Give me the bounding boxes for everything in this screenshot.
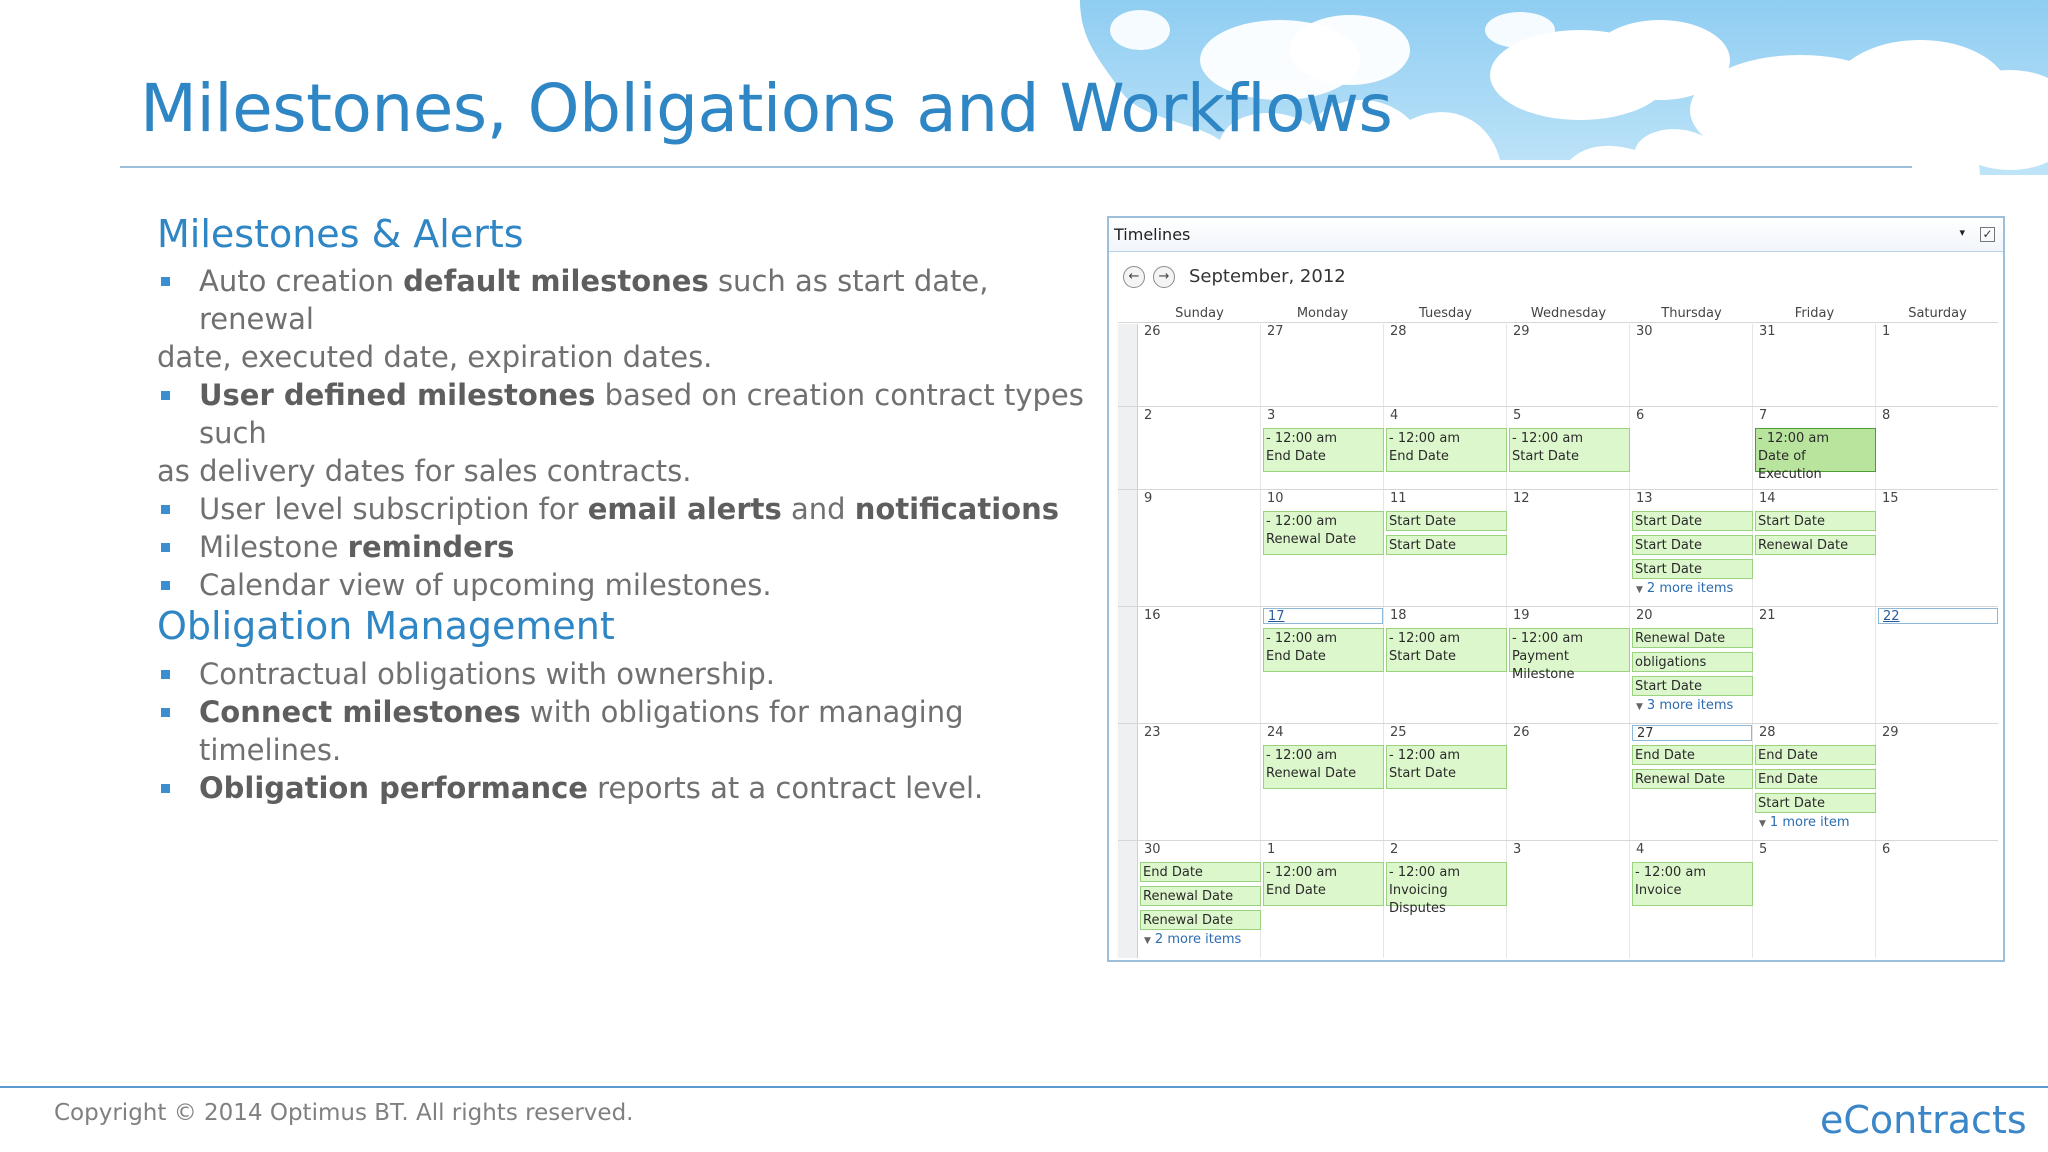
day-number[interactable]: 6 bbox=[1882, 842, 1891, 857]
calendar-event[interactable] bbox=[1386, 862, 1507, 916]
calendar-event[interactable] bbox=[1755, 535, 1876, 555]
week-row-divider bbox=[1118, 606, 1998, 607]
bullet-text-bold: default milestones bbox=[403, 264, 709, 298]
weekday-header: Tuesday bbox=[1419, 306, 1472, 321]
day-number[interactable]: 3 bbox=[1267, 408, 1276, 423]
bullet-item bbox=[157, 376, 1097, 452]
calendar-event[interactable] bbox=[1140, 910, 1261, 930]
event-text: Start Date bbox=[1389, 514, 1456, 529]
calendar-event[interactable] bbox=[1263, 862, 1384, 906]
bullet-text-bold: Obligation performance bbox=[199, 771, 588, 805]
calendar-panel-title: Timelines bbox=[1114, 225, 1191, 244]
event-text: Invoice bbox=[1635, 883, 1682, 898]
event-text: End Date bbox=[1143, 865, 1203, 880]
event-text: Renewal Date bbox=[1758, 538, 1849, 553]
day-number[interactable]: 10 bbox=[1267, 491, 1284, 506]
bullet-text-bold: notifications bbox=[854, 492, 1060, 526]
section-heading-milestones: Milestones & Alerts bbox=[157, 212, 524, 256]
calendar-event[interactable] bbox=[1755, 511, 1876, 531]
bullet-text: Auto creation bbox=[199, 264, 404, 298]
day-number[interactable]: 16 bbox=[1144, 608, 1161, 623]
day-number[interactable]: 29 bbox=[1513, 324, 1530, 339]
calendar-event[interactable] bbox=[1386, 628, 1507, 672]
day-number[interactable]: 30 bbox=[1144, 842, 1161, 857]
day-number[interactable]: 12 bbox=[1513, 491, 1530, 506]
more-items-link[interactable] bbox=[1636, 581, 1733, 596]
event-text: Renewal Date bbox=[1635, 772, 1726, 787]
calendar-event[interactable] bbox=[1509, 428, 1630, 472]
panel-menu-chevron-down-icon[interactable]: ▾ bbox=[1959, 226, 1965, 239]
bullet-text-bold: email alerts bbox=[587, 492, 782, 526]
calendar-event[interactable] bbox=[1632, 769, 1753, 789]
day-number[interactable]: 22 bbox=[1878, 608, 1998, 624]
event-text: Start Date bbox=[1635, 538, 1702, 553]
event-text: Invoicing bbox=[1389, 883, 1448, 898]
day-number[interactable]: 28 bbox=[1390, 324, 1407, 339]
day-number[interactable]: 15 bbox=[1882, 491, 1899, 506]
week-row-divider bbox=[1118, 489, 1998, 490]
event-text: Payment bbox=[1512, 649, 1569, 664]
event-text: Start Date bbox=[1758, 796, 1825, 811]
calendar-event[interactable] bbox=[1140, 862, 1261, 882]
day-number[interactable]: 29 bbox=[1882, 725, 1899, 740]
calendar-event[interactable] bbox=[1263, 628, 1384, 672]
prev-month-arrow-left-icon[interactable]: ← bbox=[1123, 266, 1145, 288]
event-text: - 12:00 am bbox=[1512, 631, 1584, 646]
more-items-link[interactable] bbox=[1759, 815, 1850, 830]
event-text: Start Date bbox=[1758, 514, 1825, 529]
weekday-header: Sunday bbox=[1175, 306, 1224, 321]
calendar-event[interactable] bbox=[1632, 745, 1753, 765]
event-text: Renewal Date bbox=[1143, 889, 1234, 904]
week-selector-strip bbox=[1118, 324, 1138, 958]
more-items-text: 3 more items bbox=[1646, 698, 1734, 713]
bullet-item bbox=[157, 528, 1097, 566]
bullet-square-icon bbox=[161, 784, 170, 793]
day-number[interactable]: 4 bbox=[1390, 408, 1399, 423]
bullet-continuation: as delivery dates for sales contracts. bbox=[157, 454, 692, 488]
event-text: - 12:00 am bbox=[1389, 865, 1461, 880]
event-text: End Date bbox=[1758, 748, 1818, 763]
more-items-link[interactable] bbox=[1636, 698, 1733, 713]
day-number[interactable]: 2 bbox=[1390, 842, 1399, 857]
calendar-event[interactable] bbox=[1386, 535, 1507, 555]
bullet-list-milestones bbox=[157, 262, 1097, 604]
day-number[interactable]: 2 bbox=[1144, 408, 1153, 423]
calendar-event[interactable] bbox=[1755, 745, 1876, 765]
day-number[interactable]: 14 bbox=[1759, 491, 1776, 506]
calendar-panel-header bbox=[1109, 218, 2003, 252]
bullet-text: Calendar view of upcoming milestones. bbox=[199, 568, 772, 602]
event-text: Date of bbox=[1758, 449, 1806, 464]
event-text: Execution bbox=[1758, 467, 1822, 482]
calendar-event[interactable] bbox=[1632, 652, 1753, 672]
event-text: - 12:00 am bbox=[1266, 431, 1338, 446]
day-number[interactable]: 27 bbox=[1267, 324, 1284, 339]
event-text: - 12:00 am bbox=[1512, 431, 1584, 446]
event-text: Start Date bbox=[1635, 679, 1702, 694]
day-number[interactable]: 4 bbox=[1636, 842, 1645, 857]
week-row-divider bbox=[1118, 406, 1998, 407]
day-number[interactable]: 17 bbox=[1263, 608, 1383, 624]
day-number[interactable]: 9 bbox=[1144, 491, 1153, 506]
calendar-event[interactable] bbox=[1632, 862, 1753, 906]
bullet-text-bold: reminders bbox=[347, 530, 515, 564]
event-text: - 12:00 am bbox=[1266, 748, 1338, 763]
event-text: Disputes bbox=[1389, 901, 1446, 916]
next-month-arrow-right-icon[interactable]: → bbox=[1153, 266, 1175, 288]
day-number[interactable]: 25 bbox=[1390, 725, 1407, 740]
event-text: Renewal Date bbox=[1143, 913, 1234, 928]
day-number[interactable]: 28 bbox=[1759, 725, 1776, 740]
bullet-continuation: date, executed date, expiration dates. bbox=[157, 340, 713, 374]
day-number[interactable]: 3 bbox=[1513, 842, 1522, 857]
event-text: End Date bbox=[1758, 772, 1818, 787]
event-text: Start Date bbox=[1635, 514, 1702, 529]
footer-divider bbox=[0, 1086, 2048, 1088]
event-text: Start Date bbox=[1389, 538, 1456, 553]
bullet-text: and bbox=[781, 492, 855, 526]
calendar-event[interactable] bbox=[1263, 745, 1384, 789]
day-number[interactable]: 19 bbox=[1513, 608, 1530, 623]
calendar-month-label: September, 2012 bbox=[1189, 266, 1346, 287]
day-number[interactable]: 21 bbox=[1759, 608, 1776, 623]
day-number[interactable]: 5 bbox=[1759, 842, 1768, 857]
day-number[interactable]: 1 bbox=[1882, 324, 1891, 339]
bullet-square-icon bbox=[161, 543, 170, 552]
event-text: - 12:00 am bbox=[1389, 431, 1461, 446]
event-text: End Date bbox=[1635, 748, 1695, 763]
bullet-text-bold: User defined milestones bbox=[199, 378, 596, 412]
footer-copyright: Copyright © 2014 Optimus BT. All rights reserved. bbox=[54, 1100, 634, 1126]
weekday-header: Monday bbox=[1296, 306, 1349, 321]
calendar-event[interactable] bbox=[1632, 676, 1753, 696]
bullet-text-bold: Connect milestones bbox=[199, 695, 521, 729]
event-text: Milestone bbox=[1512, 667, 1575, 682]
event-text: obligations bbox=[1635, 655, 1707, 670]
week-row-divider bbox=[1118, 840, 1998, 841]
bullet-square-icon bbox=[161, 391, 170, 400]
calendar-event[interactable] bbox=[1509, 628, 1630, 682]
event-text: Start Date bbox=[1635, 562, 1702, 577]
bullet-text: User level subscription for bbox=[199, 492, 588, 526]
day-number[interactable]: 31 bbox=[1759, 324, 1776, 339]
calendar-event[interactable] bbox=[1263, 428, 1384, 472]
event-text: End Date bbox=[1266, 649, 1326, 664]
slide-title: Milestones, Obligations and Workflows bbox=[140, 70, 1393, 147]
expand-triangle-icon: ▼ bbox=[1636, 702, 1643, 712]
event-text: Start Date bbox=[1389, 649, 1456, 664]
day-number[interactable]: 13 bbox=[1636, 491, 1653, 506]
week-row-divider bbox=[1118, 322, 1998, 323]
calendar-event[interactable] bbox=[1632, 535, 1753, 555]
event-text: Start Date bbox=[1389, 766, 1456, 781]
bullet-item bbox=[157, 655, 1097, 693]
day-number[interactable]: 18 bbox=[1390, 608, 1407, 623]
more-items-link[interactable] bbox=[1144, 932, 1241, 947]
weekday-header: Thursday bbox=[1661, 306, 1722, 321]
calendar-event[interactable] bbox=[1632, 559, 1753, 579]
event-text: End Date bbox=[1266, 449, 1326, 464]
bullet-list-obligations bbox=[157, 655, 1097, 807]
day-number[interactable]: 1 bbox=[1267, 842, 1276, 857]
bullet-square-icon bbox=[161, 708, 170, 717]
calendar-event[interactable] bbox=[1755, 793, 1876, 813]
bullet-text: such as start date, renewal bbox=[199, 264, 989, 336]
calendar-event[interactable] bbox=[1632, 511, 1753, 531]
bullet-item bbox=[157, 566, 1097, 604]
day-column-divider bbox=[1875, 324, 1876, 958]
day-number[interactable]: 23 bbox=[1144, 725, 1161, 740]
day-number[interactable]: 7 bbox=[1759, 408, 1768, 423]
day-number[interactable]: 5 bbox=[1513, 408, 1522, 423]
more-items-text: 1 more item bbox=[1769, 815, 1850, 830]
more-items-text: 2 more items bbox=[1646, 581, 1734, 596]
more-items-text: 2 more items bbox=[1154, 932, 1242, 947]
bullet-square-icon bbox=[161, 581, 170, 590]
event-text: End Date bbox=[1389, 449, 1449, 464]
day-number[interactable]: 11 bbox=[1390, 491, 1407, 506]
bullet-text: with obligations for managing timelines. bbox=[199, 695, 964, 767]
day-number[interactable]: 27 bbox=[1632, 725, 1752, 741]
calendar-event[interactable] bbox=[1386, 511, 1507, 531]
bullet-square-icon bbox=[161, 670, 170, 679]
event-text: - 12:00 am bbox=[1635, 865, 1707, 880]
timelines-calendar-webpart bbox=[1107, 216, 2005, 962]
title-divider bbox=[120, 166, 1912, 168]
day-number[interactable]: 26 bbox=[1144, 324, 1161, 339]
event-text: - 12:00 am bbox=[1266, 514, 1338, 529]
day-number[interactable]: 26 bbox=[1513, 725, 1530, 740]
calendar-event[interactable] bbox=[1140, 886, 1261, 906]
day-number[interactable]: 24 bbox=[1267, 725, 1284, 740]
event-text: Renewal Date bbox=[1266, 532, 1357, 547]
weekday-header: Saturday bbox=[1908, 306, 1967, 321]
weekday-header: Friday bbox=[1794, 306, 1835, 321]
expand-triangle-icon: ▼ bbox=[1636, 585, 1643, 595]
event-text: End Date bbox=[1266, 883, 1326, 898]
event-text: Renewal Date bbox=[1266, 766, 1357, 781]
event-text: - 12:00 am bbox=[1758, 431, 1830, 446]
section-heading-obligations: Obligation Management bbox=[157, 604, 615, 648]
expand-triangle-icon: ▼ bbox=[1144, 936, 1151, 946]
week-row-divider bbox=[1118, 723, 1998, 724]
bullet-square-icon bbox=[161, 505, 170, 514]
calendar-event[interactable] bbox=[1755, 428, 1876, 482]
calendar-event[interactable] bbox=[1755, 769, 1876, 789]
day-number[interactable]: 6 bbox=[1636, 408, 1645, 423]
event-text: - 12:00 am bbox=[1389, 631, 1461, 646]
bullet-item bbox=[157, 262, 1097, 338]
weekday-header: Wednesday bbox=[1530, 306, 1607, 321]
event-text: Start Date bbox=[1512, 449, 1579, 464]
calendar-event[interactable] bbox=[1263, 511, 1384, 555]
calendar-event[interactable] bbox=[1386, 745, 1507, 789]
bullet-text: Contractual obligations with ownership. bbox=[199, 657, 776, 691]
calendar-event[interactable] bbox=[1386, 428, 1507, 472]
day-number[interactable]: 8 bbox=[1882, 408, 1891, 423]
event-text: Renewal Date bbox=[1635, 631, 1726, 646]
panel-select-checkbox[interactable]: ✓ bbox=[1980, 227, 1995, 242]
bullet-text: based on creation contract types such bbox=[199, 378, 1084, 450]
bullet-text: Milestone bbox=[199, 530, 348, 564]
bullet-item bbox=[157, 693, 1097, 769]
event-text: - 12:00 am bbox=[1266, 865, 1338, 880]
bullet-item bbox=[157, 490, 1097, 528]
calendar-event[interactable] bbox=[1632, 628, 1753, 648]
bullet-square-icon bbox=[161, 277, 170, 286]
expand-triangle-icon: ▼ bbox=[1759, 819, 1766, 829]
day-number[interactable]: 30 bbox=[1636, 324, 1653, 339]
bullet-text: reports at a contract level. bbox=[587, 771, 984, 805]
event-text: - 12:00 am bbox=[1389, 748, 1461, 763]
event-text: - 12:00 am bbox=[1266, 631, 1338, 646]
day-number[interactable]: 20 bbox=[1636, 608, 1653, 623]
bullet-item bbox=[157, 769, 1097, 807]
brand-logo-text: eContracts bbox=[1820, 1098, 2027, 1142]
